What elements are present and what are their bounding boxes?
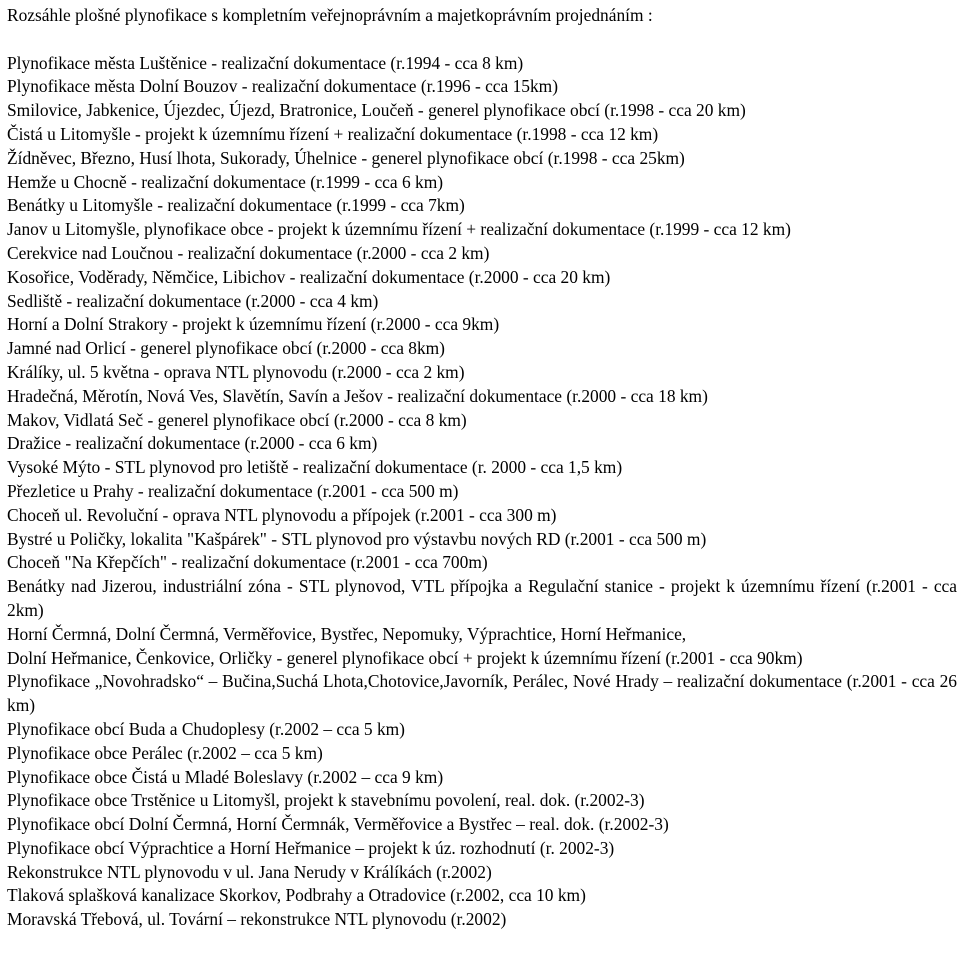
list-item: Smilovice, Jabkenice, Újezdec, Újezd, Bratronice, Loučeň - generel plynofikace obcí (r.1998 - cca 20 km)	[7, 100, 746, 121]
list-item: Jamné nad Orlicí - generel plynofikace obcí (r.2000 - cca 8km)	[7, 338, 445, 359]
list-item: Tlaková splašková kanalizace Skorkov, Podbrahy a Otradovice (r.2002, cca 10 km)	[7, 885, 586, 906]
list-item: Žídněvec, Březno, Husí lhota, Sukorady, Úhelnice - generel plynofikace obcí (r.1998 - cca 25km)	[7, 147, 685, 168]
list-item: Sedliště - realizační dokumentace (r.2000 - cca 4 km)	[7, 290, 379, 311]
list-item: Plynofikace obce Perálec (r.2002 – cca 5 km)	[7, 742, 323, 763]
list-item-benatky: Benátky nad Jizerou, industriální zóna - STL plynovod, VTL přípojka a Regulační stanice - projekt k územnímu řízení (r.2001 - cca 2km)	[7, 576, 957, 620]
list-item: Rekonstrukce NTL plynovodu v ul. Jana Nerudy v Králíkách (r.2002)	[7, 861, 492, 882]
list-item-novohradsko: Plynofikace „Novohradsko“ – Bučina,Suchá Lhota,Chotovice,Javorník, Perálec, Nové Hrady – realizační dokumentace (r.2001 - cca 26 km)	[7, 671, 957, 716]
list-item: Makov, Vidlatá Seč - generel plynofikace obcí (r.2000 - cca 8 km)	[7, 409, 467, 430]
list-item: Plynofikace obcí Výprachtice a Horní Heřmanice – projekt k úz. rozhodnutí (r. 2002-3)	[7, 837, 615, 858]
list-item-cermna-line-2: Dolní Heřmanice, Čenkovice, Orličky - generel plynofikace obcí + projekt k územnímu řízení (r.2001 - cca 90km)	[7, 647, 803, 668]
document-body	[7, 4, 957, 932]
list-item: Králíky, ul. 5 května - oprava NTL plynovodu (r.2000 - cca 2 km)	[7, 361, 465, 382]
list-item: Plynofikace obcí Buda a Chudoplesy (r.2002 – cca 5 km)	[7, 718, 405, 739]
list-item: Přezletice u Prahy - realizační dokumentace (r.2001 - cca 500 m)	[7, 480, 459, 501]
list-item: Janov u Litomyšle, plynofikace obce - projekt k územnímu řízení + realizační dokumentace (r.1999 - cca 12 km)	[7, 219, 791, 240]
list-item: Kosořice, Voděrady, Němčice, Libichov - realizační dokumentace (r.2000 - cca 20 km)	[7, 266, 611, 287]
list-item: Plynofikace obcí Dolní Čermná, Horní Čermnák, Verměřovice a Bystřec – real. dok. (r.2002-3)	[7, 814, 669, 835]
list-item: Plynofikace města Luštěnice - realizační dokumentace (r.1994 - cca 8 km)	[7, 52, 524, 73]
list-item: Vysoké Mýto - STL plynovod pro letiště - realizační dokumentace (r. 2000 - cca 1,5 km)	[7, 457, 623, 478]
list-item: Bystré u Poličky, lokalita "Kašpárek" - STL plynovod pro výstavbu nových RD (r.2001 - cca 500 m)	[7, 528, 707, 549]
list-item: Plynofikace města Dolní Bouzov - realizační dokumentace (r.1996 - cca 15km)	[7, 76, 558, 97]
list-item: Plynofikace obce Trstěnice u Litomyšl, projekt k stavebnímu povolení, real. dok. (r.2002-3)	[7, 790, 645, 811]
document-heading: Rozsáhle plošné plynofikace s kompletním veřejnoprávním a majetkoprávním projednáním :	[7, 5, 653, 25]
list-item: Hemže u Chocně - realizační dokumentace (r.1999 - cca 6 km)	[7, 171, 444, 192]
list-item: Plynofikace obce Čistá u Mladé Boleslavy (r.2002 – cca 9 km)	[7, 766, 444, 787]
list-item: Benátky u Litomyšle - realizační dokumentace (r.1999 - cca 7km)	[7, 195, 465, 216]
list-item: Choceň "Na Křepčích" - realizační dokumentace (r.2001 - cca 700m)	[7, 552, 488, 573]
list-item-cermna-line-1: Horní Čermná, Dolní Čermná, Verměřovice, Bystřec, Nepomuky, Výprachtice, Horní Heřmanice,	[7, 623, 687, 644]
list-item: Moravská Třebová, ul. Tovární – rekonstrukce NTL plynovodu (r.2002)	[7, 909, 507, 930]
list-item: Čistá u Litomyšle - projekt k územnímu řízení + realizační dokumentace (r.1998 - cca 12 km)	[7, 123, 659, 144]
list-item: Hradečná, Měrotín, Nová Ves, Slavětín, Savín a Ješov - realizační dokumentace (r.2000 - cca 18 km)	[7, 385, 708, 406]
list-item: Choceň ul. Revoluční - oprava NTL plynovodu a přípojek (r.2001 - cca 300 m)	[7, 504, 557, 525]
list-item: Dražice - realizační dokumentace (r.2000 - cca 6 km)	[7, 433, 378, 454]
list-item: Horní a Dolní Strakory - projekt k územnímu řízení (r.2000 - cca 9km)	[7, 314, 500, 335]
list-item: Cerekvice nad Loučnou - realizační dokumentace (r.2000 - cca 2 km)	[7, 242, 490, 263]
blank-line	[7, 28, 957, 52]
